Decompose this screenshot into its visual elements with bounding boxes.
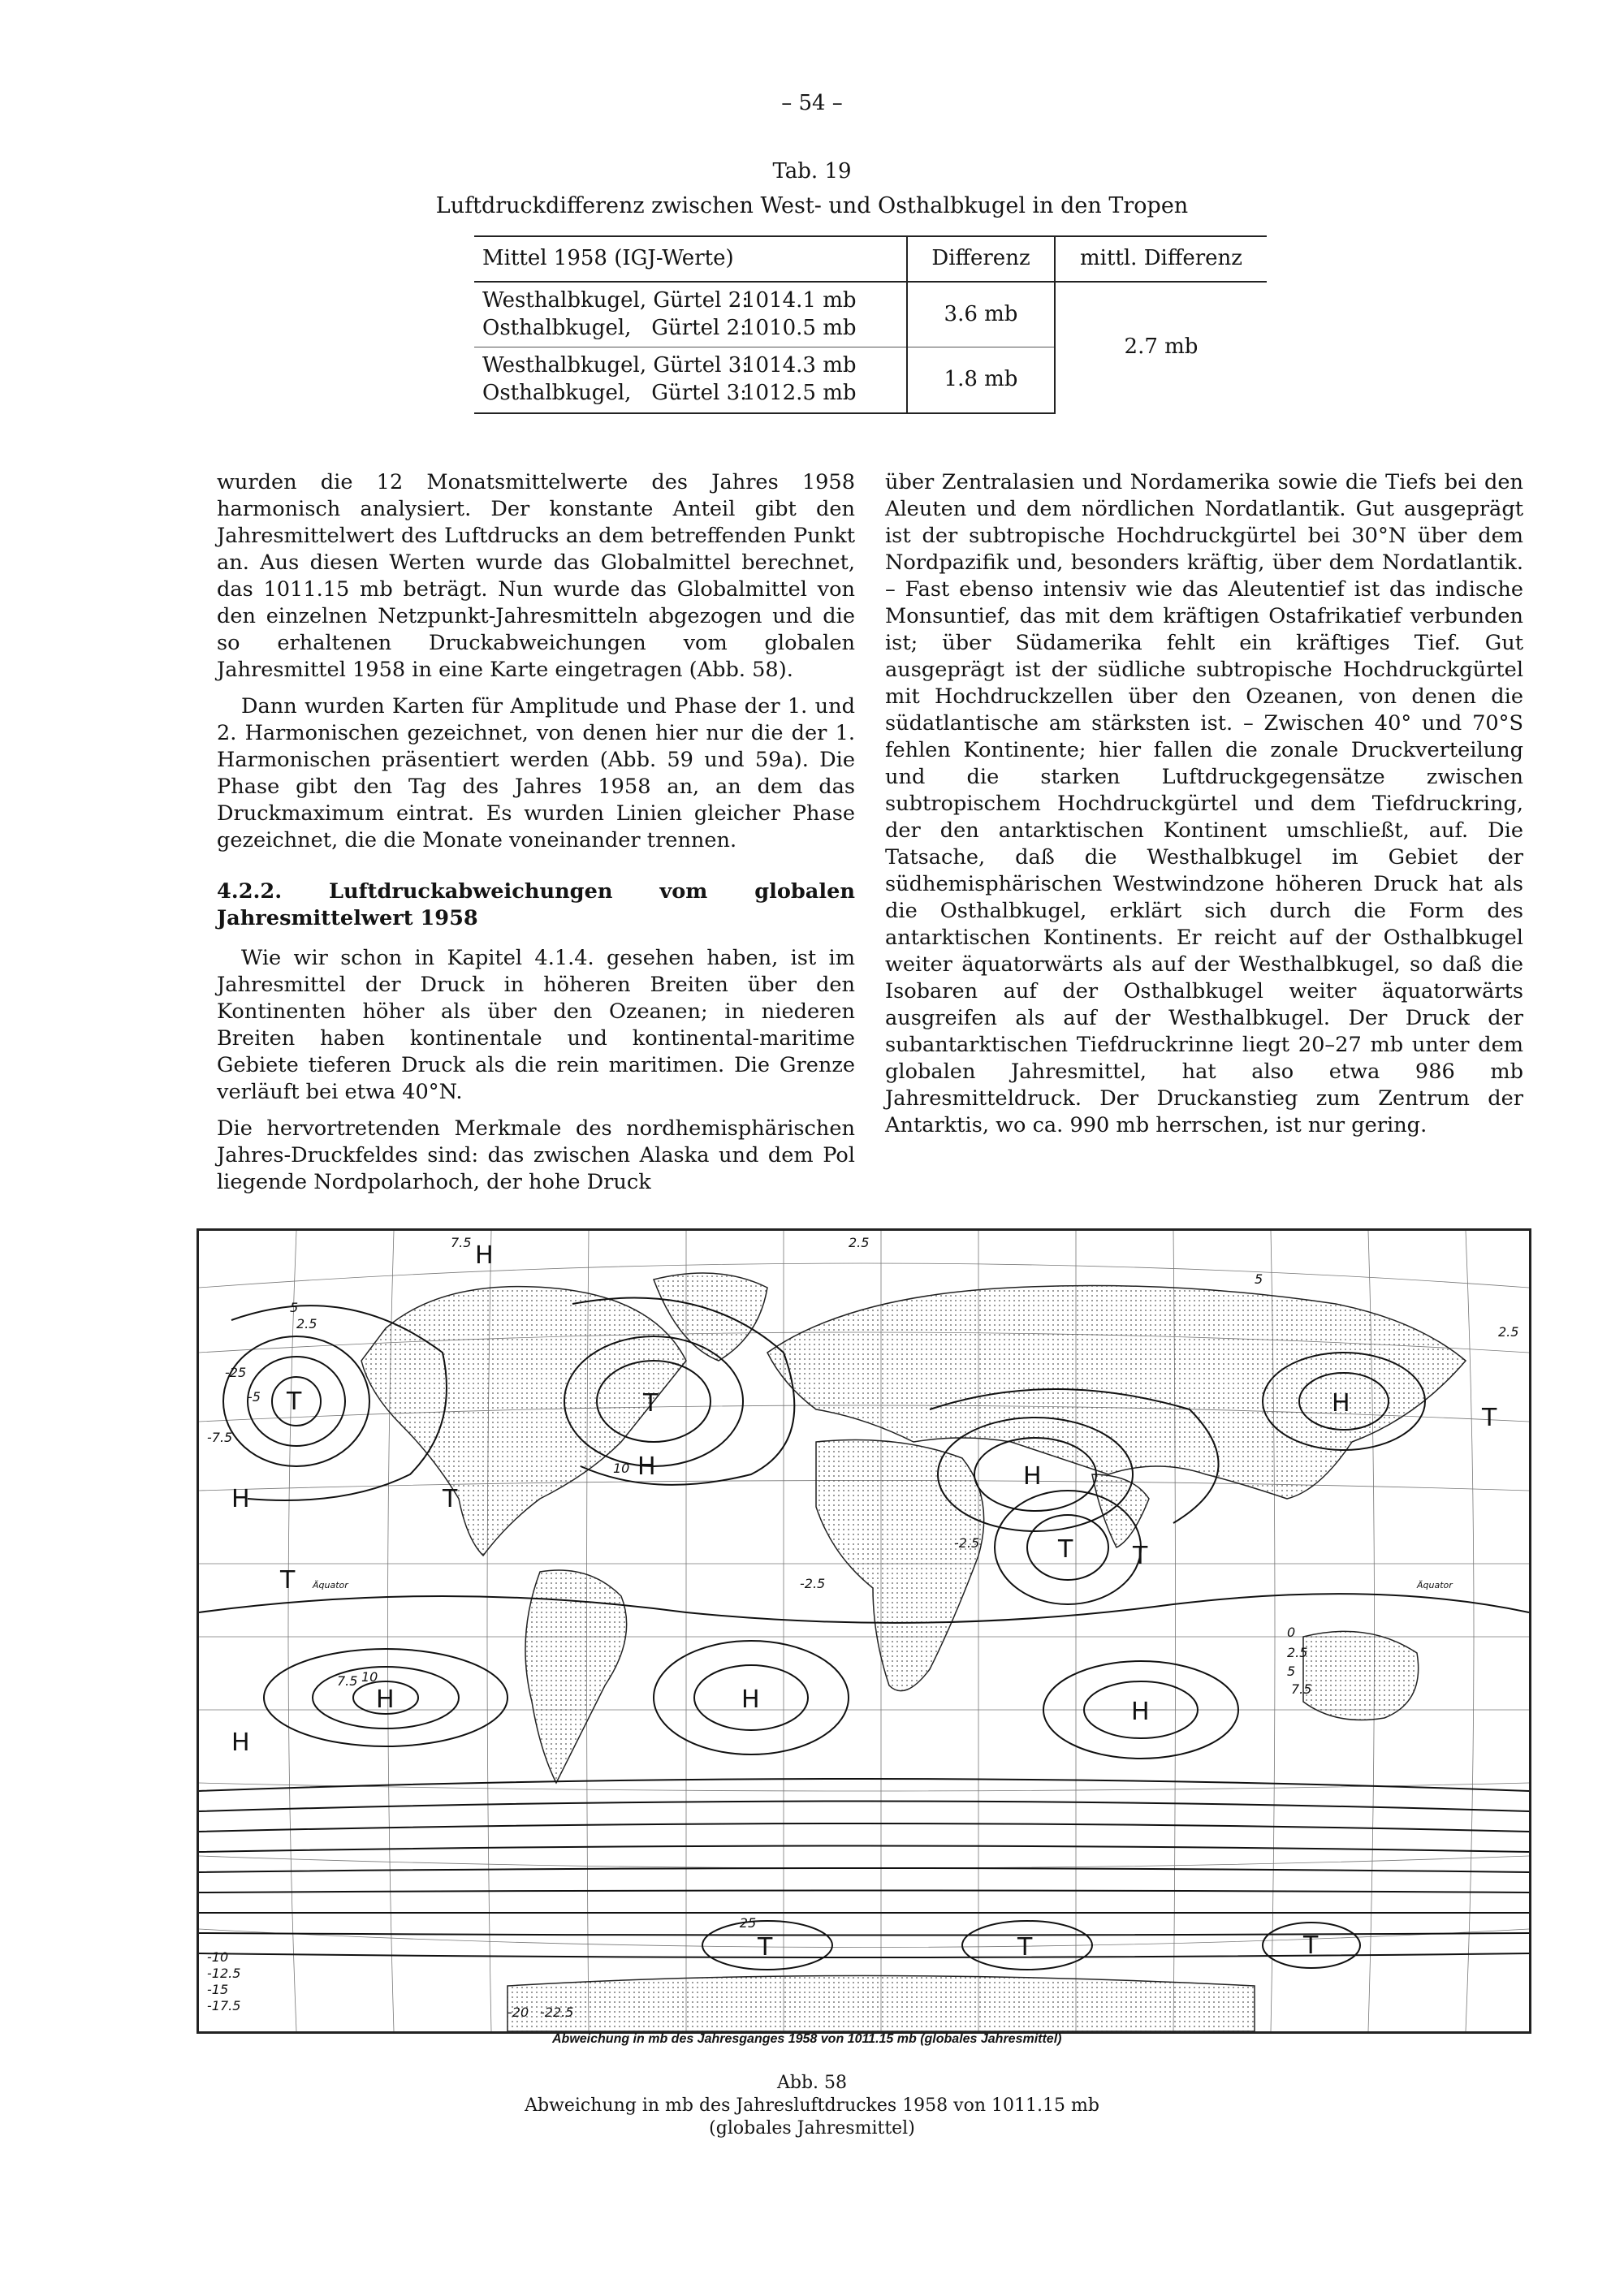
isobar-label: 5 xyxy=(290,1300,299,1315)
place-label: Äquator xyxy=(1417,1580,1453,1590)
table-header-row xyxy=(474,236,1267,282)
figure-caption xyxy=(0,2072,1624,2140)
figure-caption-line1: Abweichung in mb des Jahresluftdruckes 1958 von 1011.15 mb xyxy=(525,2095,1099,2116)
pressure-center-label: T xyxy=(643,1389,659,1418)
north-america-shape xyxy=(361,1287,686,1556)
isobar-label: -12.5 xyxy=(207,1966,241,1981)
isobar-label: 5 xyxy=(1255,1271,1263,1287)
isobar-label: -2.5 xyxy=(800,1576,826,1591)
pressure-center-label: H xyxy=(1131,1698,1150,1726)
row-value: 1012.5 mb xyxy=(742,381,857,406)
table-label: Tab. 19 xyxy=(772,159,852,183)
isobar-label: 7.5 xyxy=(451,1235,472,1250)
pressure-center-label: H xyxy=(475,1241,494,1270)
isobar-label: -5 xyxy=(248,1389,261,1405)
isobar-label: -25 xyxy=(735,1915,757,1931)
figure-label: Abb. 58 xyxy=(776,2073,848,2093)
pressure-difference-table xyxy=(474,235,1267,414)
isobar-label: 2.5 xyxy=(1498,1324,1519,1340)
row-label: Westhalbkugel, Gürtel 2: xyxy=(482,287,749,313)
isobar-label: -15 xyxy=(207,1982,229,1997)
paragraph: Dann wurden Karten für Amplitude und Phase der 1. und 2. Harmonischen gezeichnet, von denen hier nur die der 1. Harmonischen präsentiert werden (Abb. 59 und 59a). Die Phase gibt den Tag des Jahres 1958 an, an dem das Druckmaximum eintrat. Es wurden Linien gleicher Phase gezeichnet, die die Monate voneinander trennen. xyxy=(217,694,855,852)
isobar-label: 10 xyxy=(361,1669,378,1685)
isobar-world-map xyxy=(197,1228,1531,2034)
row-label: Osthalbkugel, Gürtel 2: xyxy=(482,315,747,340)
isobar-label: 7.5 xyxy=(337,1673,358,1689)
isobar-label: 7.5 xyxy=(1291,1681,1312,1697)
isobar-label: -2.5 xyxy=(954,1535,980,1551)
isobar-label: 10 xyxy=(613,1461,630,1476)
figure-caption-line2: (globales Jahresmittel) xyxy=(709,2118,915,2138)
page-number: – 54 – xyxy=(781,91,843,115)
table-cell-group-2 xyxy=(474,282,907,347)
australia-shape xyxy=(1303,1631,1419,1720)
pressure-center-label: T xyxy=(1017,1933,1033,1962)
pressure-center-label: T xyxy=(280,1566,296,1595)
pressure-center-label: T xyxy=(1133,1542,1148,1570)
isobar-label: 5 xyxy=(1287,1664,1296,1679)
isobar-label: -10 xyxy=(207,1949,229,1965)
table-header-difference: Differenz xyxy=(907,236,1055,282)
pressure-center-label: T xyxy=(287,1388,302,1416)
south-america-shape xyxy=(525,1570,627,1783)
table-cell-difference-2: 3.6 mb xyxy=(907,282,1055,347)
isobar-label: -20 xyxy=(508,2005,529,2020)
pressure-center-label: H xyxy=(637,1452,656,1481)
section-heading: 4.2.2. Luftdruckabweichungen vom globalen Jahresmittelwert 1958 xyxy=(217,879,855,930)
row-value: 1010.5 mb xyxy=(742,315,857,340)
pressure-center-label: H xyxy=(231,1485,250,1513)
table-header-mean: Mittel 1958 (IGJ-Werte) xyxy=(474,236,907,282)
table-cell-mean-difference: 2.7 mb xyxy=(1055,282,1267,413)
india-shape xyxy=(1092,1474,1149,1547)
isobar-label: -7.5 xyxy=(207,1430,233,1445)
isobar-label: -17.5 xyxy=(207,1998,241,2013)
pressure-center-label: T xyxy=(1303,1931,1319,1960)
table-cell-difference-3: 1.8 mb xyxy=(907,347,1055,413)
pressure-center-label: H xyxy=(376,1685,395,1714)
pressure-center-label: H xyxy=(741,1685,760,1714)
pressure-center-label: H xyxy=(231,1728,250,1757)
pressure-center-label: T xyxy=(758,1933,773,1962)
text-column-right xyxy=(885,469,1523,1139)
paragraph: Wie wir schon in Kapitel 4.1.4. gesehen haben, ist im Jahresmittel der Druck in höheren Breiten über den Kontinenten höher als über den Ozeanen; in niederen Breiten haben kontinentale und kontinental-maritime Gebiete tieferen Druck als die rein maritimen. Die Grenze verläuft bei etwa 40°N. xyxy=(217,946,855,1104)
africa-shape xyxy=(816,1440,984,1691)
table-cell-group-3 xyxy=(474,347,907,413)
antarctica-shape xyxy=(508,1976,1255,2032)
isobar-label: 2.5 xyxy=(1287,1645,1308,1660)
isobar-label: 2.5 xyxy=(296,1316,317,1331)
pressure-center-label: T xyxy=(443,1485,458,1513)
isobar-label: 2.5 xyxy=(849,1235,870,1250)
table-title: Luftdruckdifferenz zwischen West- und Osthalbkugel in den Tropen xyxy=(435,193,1189,218)
pressure-center-label: H xyxy=(1023,1462,1042,1491)
place-label: Äquator xyxy=(313,1580,348,1590)
map-bottom-caption: Abweichung in mb des Jahresganges 1958 von 1011.15 mb (globales Jahresmittel) xyxy=(552,2032,1062,2046)
map-svg xyxy=(199,1231,1529,2031)
paragraph: Die hervortretenden Merkmale des nordhemisphärischen Jahres-Druckfeldes sind: das zwischen Alaska und dem Pol liegende Nordpolarhoch, der hohe Druck xyxy=(217,1116,855,1194)
isobar-label: 0 xyxy=(1287,1625,1296,1640)
pressure-center-label: T xyxy=(1058,1535,1073,1564)
row-label: Osthalbkugel, Gürtel 3: xyxy=(482,381,747,406)
table-header-mean-difference: mittl. Differenz xyxy=(1055,236,1267,282)
row-value: 1014.3 mb xyxy=(742,353,857,378)
pressure-center-label: T xyxy=(1482,1404,1497,1432)
paragraph: wurden die 12 Monatsmittelwerte des Jahres 1958 harmonisch analysiert. Der konstante Anteil gibt den Jahresmittelwert des Luftdrucks an dem betreffenden Punkt an. Aus diesen Werten wurde das Globalmittel berechnet, das 1011.15 mb beträgt. Nun wurde das Globalmittel von den einzelnen Netzpunkt-Jahresmitteln abgezogen und die so erhaltenen Druckabweichungen vom globalen Jahresmittel 1958 in eine Karte eingetragen (Abb. 58). xyxy=(217,470,855,682)
row-label: Westhalbkugel, Gürtel 3: xyxy=(482,353,749,378)
table-row-group-2 xyxy=(474,282,1267,347)
pressure-center-label: H xyxy=(1332,1389,1350,1418)
row-value: 1014.1 mb xyxy=(742,287,857,313)
isobar-label: -22.5 xyxy=(540,2005,574,2020)
text-column-left xyxy=(217,469,855,1196)
isobar-label: -25 xyxy=(225,1365,247,1380)
paragraph: über Zentralasien und Nordamerika sowie die Tiefs bei den Aleuten und dem nördlichen Nordatlantik. Gut ausgeprägt ist der subtropische Hochdruckgürtel bei 30°N über dem Nordpazifik und, besonders kräftig, über dem Nordatlantik. – Fast ebenso intensiv wie das Aleutentief ist das indische Monsuntief, das mit dem kräftigen Ostafrikatief verbunden ist; über Südamerika fehlt ein kräftiges Tief. Gut ausgeprägt ist der südliche subtropische Hochdruckgürtel mit Hochdruckzellen über den Ozeanen, von denen die südatlantische am stärksten ist. – Zwischen 40° und 70°S fehlen Kontinente; hier fallen die zonale Druckverteilung und die starken Luftdruckgegensätze zwischen subtropischem Hochdruckgürtel und dem Tiefdruckring, der den antarktischen Kontinent umschließt, auf. Die Tatsache, daß die Westhalbkugel im Gebiet der südhemisphärischen Westwindzone höheren Druck hat als die Osthalbkugel, erklärt sich durch die Form des antarktischen Kontinents. Er reicht auf der Osthalbkugel weiter äquatorwärts als auf der Westhalbkugel, so daß die Isobaren auf der Osthalbkugel weiter äquatorwärts ausgreifen als auf der Westhalbkugel. Der Druck der subantarktischen Tiefdruckrinne liegt 20–27 mb unter dem globalen Jahresmittel, hat also etwa 986 mb Jahresmitteldruck. Der Druckanstieg zum Zentrum der Antarktis, wo ca. 990 mb herrschen, ist nur gering. xyxy=(885,470,1523,1137)
